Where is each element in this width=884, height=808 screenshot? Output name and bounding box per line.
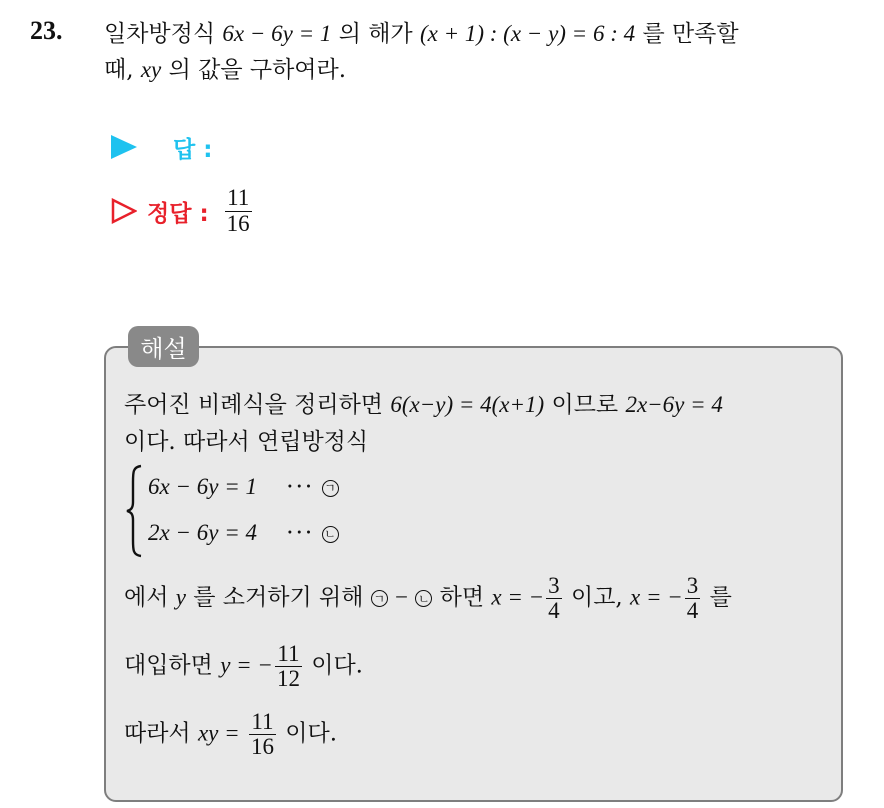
sys-eq2-dots: ··· — [286, 520, 315, 546]
exp-l3-frac1 — [546, 574, 562, 623]
problem-text — [104, 16, 874, 88]
correct-answer-fraction — [225, 186, 252, 235]
system-equation-2 — [148, 520, 339, 546]
correct-answer-label: 정답 : — [147, 200, 209, 227]
exp-l3-c: 하면 — [439, 584, 485, 611]
exp-l4-frac-den: 12 — [276, 666, 300, 692]
exp-l5-frac-num: 11 — [251, 709, 274, 734]
exp-l1-expr: 6(x−y) = 4(x+1) — [390, 392, 545, 417]
exp-l2-text: 이다. 따라서 연립방정식 — [124, 429, 369, 455]
explanation-line-3 — [124, 574, 732, 623]
exp-l3-a: 에서 — [124, 584, 169, 611]
problem-tail: 를 만족할 — [642, 21, 739, 47]
explanation-line-1 — [124, 386, 723, 419]
answer-row — [111, 130, 212, 164]
exp-l3-b: 를 소거하기 위해 — [193, 584, 364, 611]
exp-l4-b: 이다. — [311, 652, 363, 679]
exp-l4-expr: y = − — [220, 652, 273, 678]
exp-l3-frac1-den: 4 — [548, 598, 560, 624]
exp-l4-frac — [275, 642, 302, 691]
exp-l5-b: 이다. — [285, 720, 338, 747]
play-outline-icon — [111, 198, 137, 224]
exp-l5-expr: xy = — [197, 720, 240, 746]
sys-eq1-dots: ··· — [286, 474, 315, 500]
exp-l3-d: 이고, — [570, 584, 623, 611]
left-brace-icon — [124, 464, 144, 558]
exp-l5-frac-den: 16 — [250, 734, 274, 760]
exp-l5-frac — [249, 710, 276, 759]
problem-mid: 의 해가 — [338, 21, 413, 47]
exp-l4-a: 대입하면 — [124, 652, 213, 679]
exp-l3-frac2 — [685, 574, 701, 623]
system-equation-1 — [148, 474, 339, 500]
exp-l3-var: y — [175, 584, 186, 610]
explanation-line-4 — [124, 642, 363, 691]
explanation-tab: 해설 — [128, 326, 199, 367]
exp-l1-mid: 이므로 — [551, 392, 619, 418]
problem-line2-text: 의 값을 구하여라. — [168, 57, 347, 83]
exp-l3-expr1: x = − — [491, 584, 545, 610]
circled-mark-2-ref: ㄴ — [415, 590, 432, 607]
problem-line2-prefix: 때, — [104, 57, 134, 83]
explanation-line-5 — [124, 710, 337, 759]
circled-mark-1-ref: ㄱ — [371, 590, 388, 607]
correct-answer-numerator: 11 — [227, 185, 250, 211]
exp-l3-frac1-num: 3 — [548, 573, 560, 598]
problem-equation: 6x − 6y = 1 — [222, 21, 332, 46]
circled-mark-1: ㄱ — [322, 480, 339, 497]
play-icon — [111, 135, 137, 159]
sys-eq1-expr: 6x − 6y = 1 — [148, 474, 257, 499]
sys-eq2-expr: 2x − 6y = 4 — [148, 520, 257, 545]
problem-number: 23. — [30, 16, 63, 45]
exp-l1-expr2: 2x−6y = 4 — [625, 392, 723, 417]
exp-l3-minus: − — [395, 584, 409, 610]
explanation-line-2 — [124, 423, 368, 456]
problem-ratio: (x + 1) : (x − y) = 6 : 4 — [419, 21, 636, 46]
circled-mark-2: ㄴ — [322, 526, 339, 543]
correct-answer-denominator: 16 — [226, 210, 250, 236]
exp-l3-frac2-num: 3 — [686, 573, 699, 598]
correct-answer-row — [111, 181, 254, 241]
exp-l4-frac-num: 11 — [277, 641, 300, 666]
answer-label: 답 : — [173, 136, 213, 163]
exp-l3-frac2-den: 4 — [686, 598, 699, 624]
exp-l1-text: 주어진 비례식을 정리하면 — [124, 392, 384, 418]
problem-line2-expr: xy — [140, 57, 162, 82]
exp-l3-e: 를 — [709, 584, 732, 611]
exp-l5-a: 따라서 — [124, 720, 191, 747]
exp-l3-expr2: x = − — [630, 584, 683, 610]
problem-intro: 일차방정식 — [104, 21, 216, 47]
